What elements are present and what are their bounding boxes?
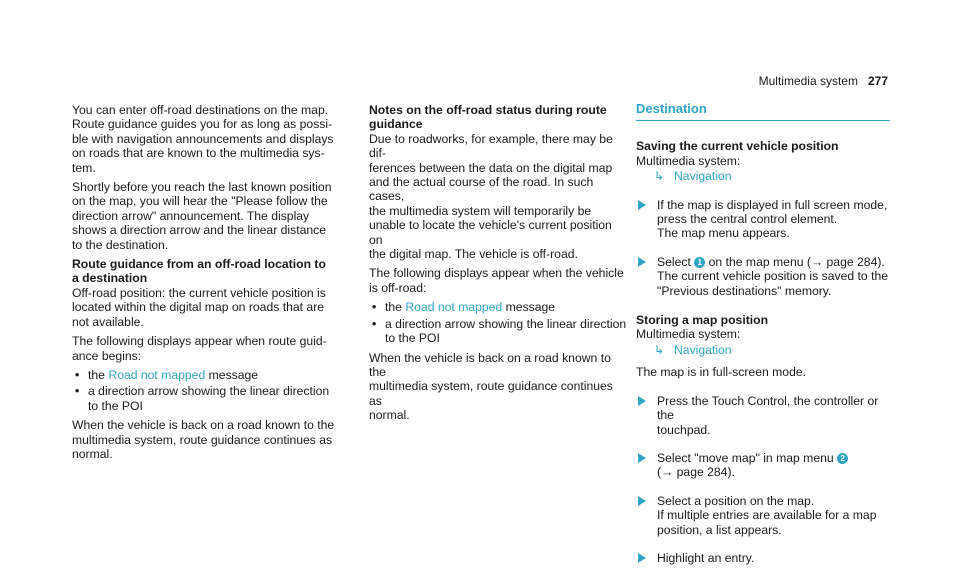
callout-2-icon: 2 [837, 453, 848, 464]
return-arrow-icon: ↳ [654, 342, 665, 357]
step-6: Highlight an entry. [636, 551, 894, 565]
step-arrow-icon [638, 396, 646, 406]
col1-para-3: Off-road position: the current vehicle position is located within the digital map on roads that are not available. [72, 285, 326, 329]
col1-para-4: The following displays appear when route guid- ance begins: [72, 334, 327, 363]
step-arrow-icon [638, 496, 646, 506]
step-5: Select a position on the map. If multiple entries are available for a map position, a list appears. [636, 494, 894, 537]
list-item: • the Road not mapped message [75, 367, 259, 382]
col2-para-1: Due to roadworks, for example, there may be dif- ferences between the data on the digital map and the actual course of the road. In such cases, the multimedia system will temporarily be unable to locate the vehicle's current position on the digital map. The vehicle is off-road. [369, 131, 613, 262]
step-arrow-icon [638, 200, 646, 210]
column-3 [636, 102, 894, 570]
step-arrow-icon [638, 553, 646, 563]
column-2 [369, 103, 627, 428]
col1-para-1: You can enter off-road destinations on the map. Route guidance guides you for as long as possi- ble with navigation announcements and displays on roads that are known to the multimedia sys- tem. [72, 103, 334, 175]
col2-bullet-list [369, 300, 627, 345]
col2-heading: Notes on the off-road status during route guidance [369, 103, 607, 132]
col3-heading-2: Storing a map position [636, 313, 769, 328]
col2-para-2: The following displays appear when the vehicle is off-road: [369, 266, 624, 295]
list-item: • the Road not mapped message [372, 300, 556, 315]
step-arrow-icon [638, 257, 646, 267]
return-arrow-icon: ↳ [654, 169, 665, 184]
callout-1-icon: 1 [694, 257, 705, 268]
road-not-mapped-message: Road not mapped [108, 367, 206, 382]
step-3: Press the Touch Control, the controller or the touchpad. [636, 394, 894, 437]
col1-para-5: When the vehicle is back on a road known to the multimedia system, route guidance continues as normal. [72, 418, 335, 461]
col1-heading: Route guidance from an off-road location to a destination [72, 257, 326, 286]
list-item: • a direction arrow showing the linear direction to the POI [372, 316, 627, 346]
list-item: • a direction arrow showing the linear direction to the POI [75, 384, 330, 413]
col2-para-3: When the vehicle is back on a road known to the multimedia system, route guidance continues as normal. [369, 350, 613, 423]
bullet-icon: • [75, 384, 80, 399]
road-not-mapped-message: Road not mapped [405, 300, 503, 315]
step-1: If the map is displayed in full screen mode, press the central control element. The map menu appears. [636, 198, 894, 241]
section-title: Destination [636, 102, 890, 121]
bullet-icon: • [372, 316, 377, 331]
menu-path [636, 169, 894, 183]
page-header [759, 74, 888, 88]
col3-para: The map is in full-screen mode. [636, 365, 807, 380]
step-2: Select 1 on the map menu (→ page 284). The current vehicle position is saved to the "Previous destinations" memory. [636, 255, 894, 298]
col1-para-2: Shortly before you reach the last known position on the map, you will hear the "Please follow the direction arrow" announcement. The display shows a direction arrow and the linear distance to the destination. [72, 180, 332, 252]
navigation-link: Navigation [674, 342, 732, 357]
step-4: Select "move map" in map menu 2 (→ page 284). [636, 451, 894, 480]
page-number: 277 [867, 74, 888, 88]
menu-path [636, 343, 894, 357]
col1-bullet-list [72, 368, 352, 413]
column-1 [72, 103, 352, 466]
bullet-icon: • [75, 367, 80, 382]
multimedia-system-label: Multimedia system: [636, 327, 741, 342]
col3-heading-1: Saving the current vehicle position [636, 139, 839, 154]
multimedia-system-label: Multimedia system: [636, 153, 741, 168]
bullet-icon: • [372, 300, 377, 315]
navigation-link: Navigation [674, 169, 732, 184]
step-arrow-icon [638, 453, 646, 463]
header-section: Multimedia system [758, 74, 858, 88]
